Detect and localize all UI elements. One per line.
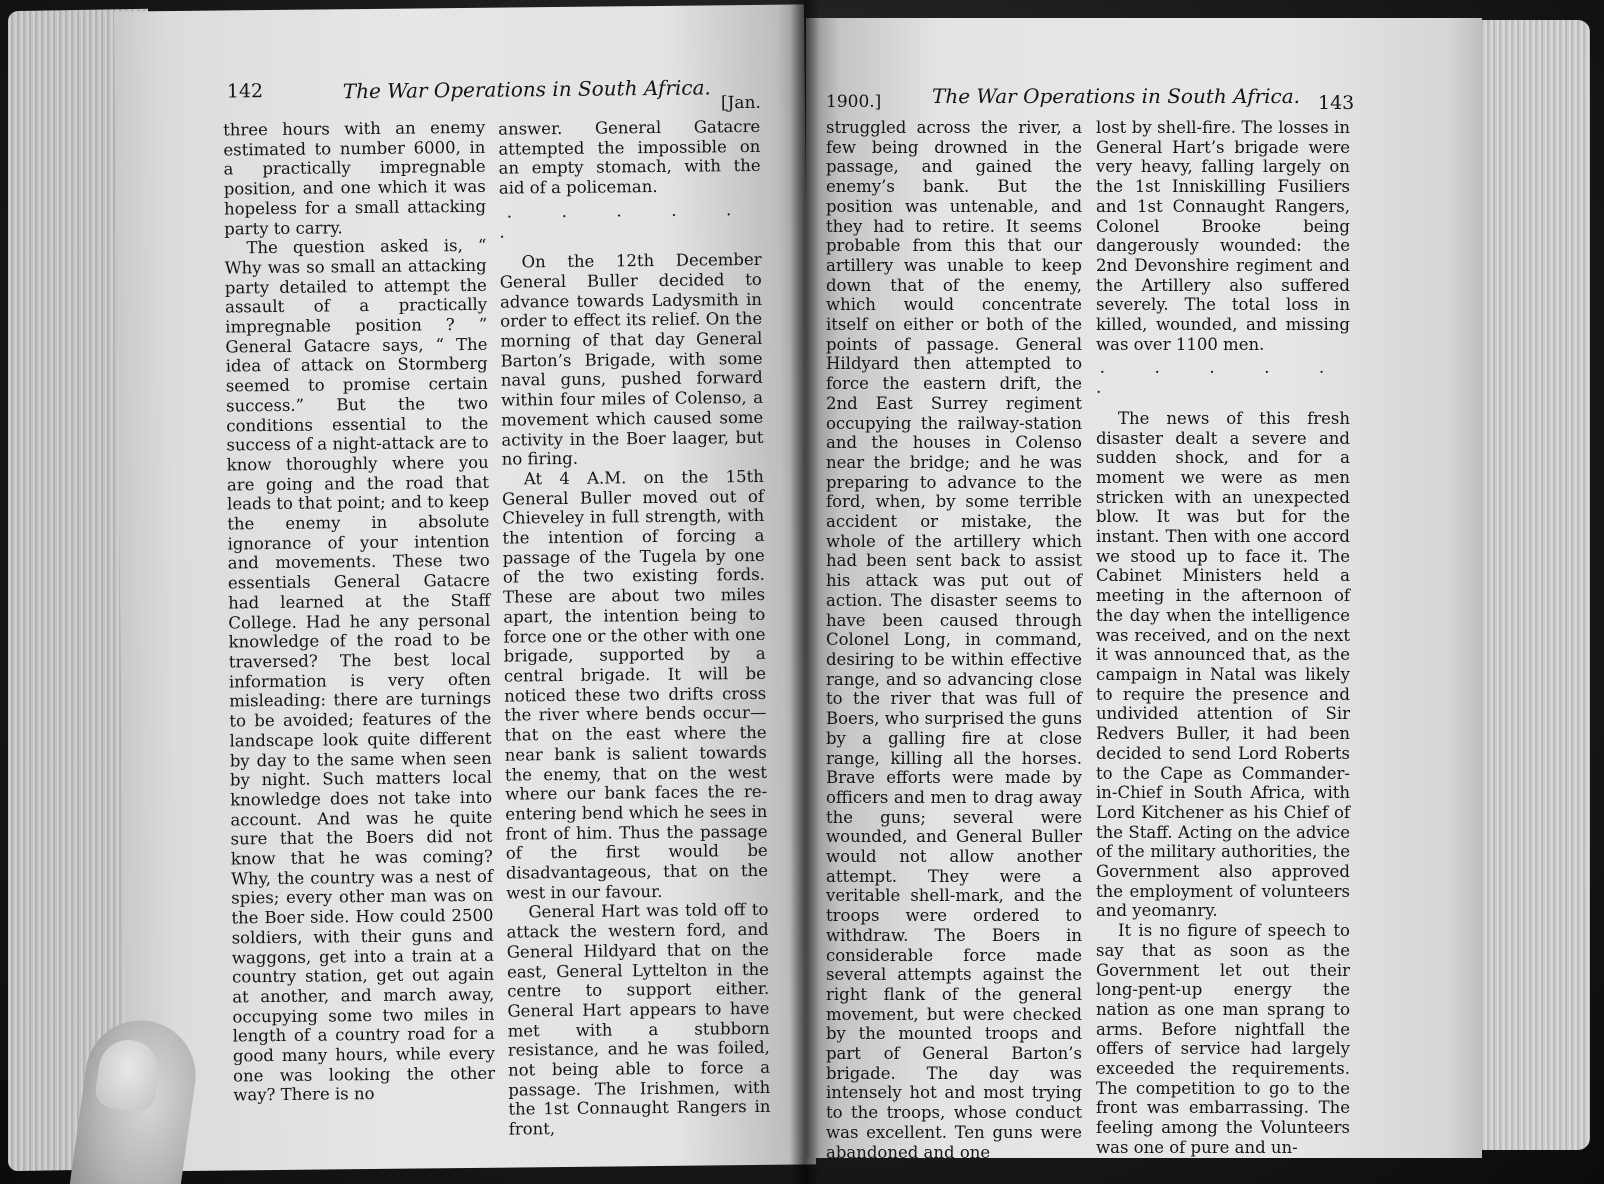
paragraph: On the 12th December General Buller decided to advance towards Ladysmith in order to effect its relief. On the morning of that day General Barton’s Brigade, with some naval guns, pushed forward within four miles of Colenso, a movement which caused some activity in the Boer laager, but no firing. xyxy=(499,250,764,469)
section-break: . . . . . . xyxy=(1096,358,1347,399)
paragraph: General Hart was told off to attack the western ford, and General Hildyard that on the east, General Lyttelton in the centre to support either. General Hart appears to have met with a stubborn resistance, and he was foiled, not being able to force a passage. The Irishmen, with the 1st Connaught Rangers in front, xyxy=(506,900,771,1139)
book-gutter xyxy=(790,0,820,1184)
left-page xyxy=(114,4,816,1171)
paragraph: The question asked is, “ Why was so small an attacking party detailed to attempt the assault of a practically impregnable position ? ” General Gatacre says, “ The idea of attack on Stormberg seemed to promise certain success.” But the two conditions essential to the success of a night-attack are to know thoroughly where you are going and the road that leads to that point; and to keep the enemy in absolute ignorance of your intention and movements. These two essentials General Gatacre had learned at the Staff College. Had he any personal knowledge of the road to be traversed? The best local information is very often misleading: there are turnings to be avoided; features of the landscape look quite different by day to the same when seen by night. Such matters local knowledge does not take into account. And was he quite sure that the Boers did not know that he was coming? Why, the country was a nest of spies; every other man was on the Boer side. How could 2500 soldiers, with their guns and waggons, get into a train at a country station, get out again at another, and march away, occupying some two miles in length of a country road for a good many hours, while every one was looking the other way? There is no xyxy=(224,235,496,1105)
right-page xyxy=(806,18,1482,1162)
column-right xyxy=(1096,118,1350,1158)
paragraph: The news of this fresh disaster dealt a severe and sudden shock, and for a moment we were as men stricken with an unexpected blow. It was but for the instant. Then with one accord we stood up to face it. The Cabinet Ministers held a meeting in the afternoon of the day when the intelligence was received, and on the next it was announced that, as the campaign in Natal was likely to require the presence and undivided attention of Sir Redvers Buller, it had been decided to send Lord Roberts to the Cape as Commander-in-Chief in South Africa, with Lord Kitchener as his Chief of the Staff. Acting on the advice of the military authorities, the Government also approved the employment of volunteers and yeomanry. xyxy=(1096,408,1350,921)
paragraph: answer. General Gatacre attempted the impossible on an empty stomach, with the aid of a policeman. xyxy=(498,116,761,198)
running-title: The War Operations in South Africa. xyxy=(932,84,1301,108)
paragraph: struggled across the river, a few being drowned in the passage, and gained the enemy’s bank. But the position was untenable, and they had to retire. It seems probable from this that our artillery was unable to keep down that of the enemy, which would concentrate itself on either or both of the points of passage. General Hildyard then attempted to force the eastern drift, the 2nd East Surrey regiment occupying the railway-station and the houses in Colenso near the bridge; and he was preparing to advance to the ford, when, by some terrible accident or mistake, the whole of the artillery which had been sent back to assist his attack was put out of action. The disaster seems to have been caused through Colonel Long, in command, desiring to be within effective range, and so advancing close to the river that was full of Boers, who surprised the guns by a galling fire at close range, killing all the horses. Brave efforts were made by officers and men to drag away the guns; several were wounded, and General Buller would not allow another attempt. They were a veritable shell-mark, and the troops were ordered to withdraw. The Boers in considerable force made several attempts against the right flank of the general movement, but were checked by the mounted troops and part of General Barton’s brigade. The day was intensely hot and most trying to the troops, whose conduct was excellent. Ten guns were abandoned and one xyxy=(826,118,1082,1162)
column-left xyxy=(223,118,495,1106)
column-right xyxy=(498,117,771,1140)
section-break: . . . . . . xyxy=(499,199,754,243)
page-number: 142 xyxy=(226,80,264,103)
paragraph: It is no figure of speech to say that as soon as the Government let out their long-pent-up energy the nation as one man sprang to arms. Before nightfall the offers of service had largely exceeded the requirements. The competition to go to the front was embarrassing. The feeling among the Volunteers was one of pure and un- xyxy=(1096,921,1350,1157)
header-tag: 1900.] xyxy=(826,92,882,112)
running-title: The War Operations in South Africa. xyxy=(342,75,711,104)
paragraph: At 4 A.M. on the 15th General Buller moved out of Chieveley in full strength, with the intention of forcing a passage of the Tugela by one of the two existing fords. These are about two miles apart, the intention being to force one or the other with one brigade, supported by a central brigade. It will be noticed these two drifts cross the river where bends occur—that on the east where the near bank is salient towards the enemy, that on the west where our bank faces the re-entering bend which he sees in front of him. Thus the passage of the first would be disadvantageous, that on the west in our favour. xyxy=(501,466,769,903)
page-number: 143 xyxy=(1318,92,1355,114)
column-left xyxy=(826,118,1082,1162)
paragraph: three hours with an enemy estimated to number 6000, in a practically impregnable position, and one which it was hopeless for a small attacking party to carry. xyxy=(223,117,487,239)
paragraph: lost by shell-fire. The losses in General Hart’s brigade were very heavy, falling largely on the 1st Inniskilling Fusiliers and 1st Connaught Rangers, Colonel Brooke being dangerously wounded: the 2nd Devonshire regiment and the Artillery also suffered severely. The total loss in killed, wounded, and missing was over 1100 men. xyxy=(1096,118,1350,354)
header-tag: [Jan. xyxy=(720,92,761,114)
